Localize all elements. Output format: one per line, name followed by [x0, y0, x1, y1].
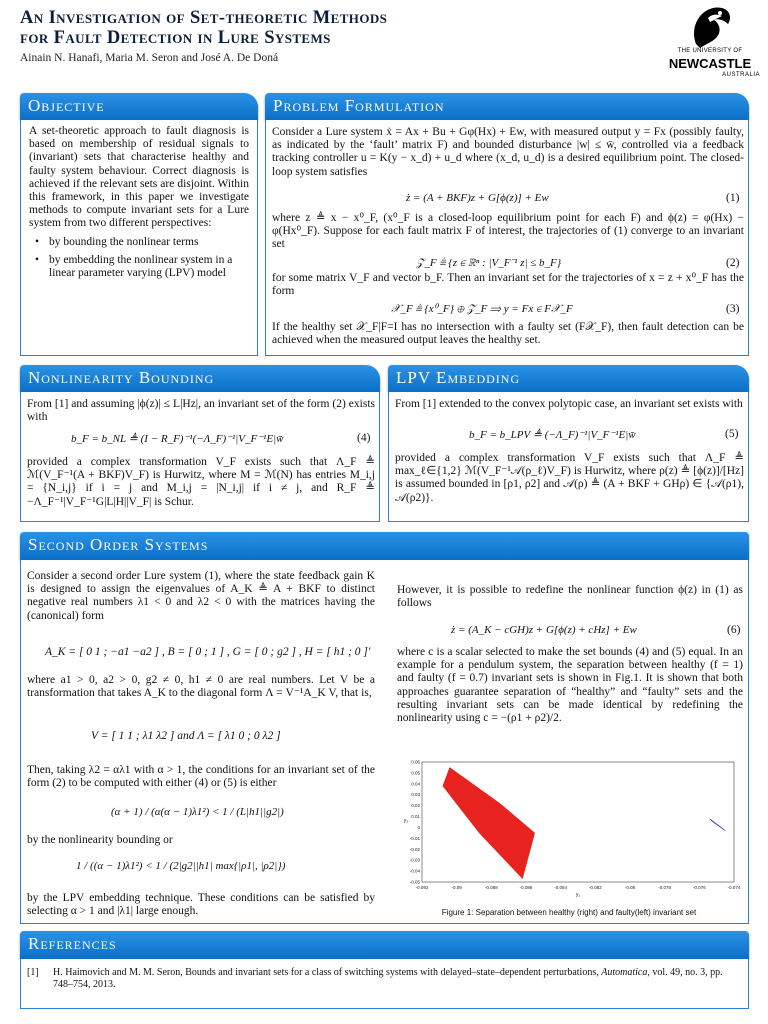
- logo-newcastle: NEWCASTLE: [668, 56, 752, 71]
- x-tick-label: -0.08: [624, 885, 636, 890]
- inequality-lpv: 1 / ((α − 1)λ1²) < 1 / (2|g2||h1| max{|ρ1|, |ρ2|}): [76, 860, 286, 872]
- objective-bullet-2: • by embedding the nonlinear system in a linear parameter varying (LPV) model: [29, 254, 249, 280]
- equation-2: 𝒵_F ≜ {z ∈ ℝⁿ : |V_F⁻¹ z| ≤ b_F}: [416, 257, 562, 269]
- y-axis-label: y₂: [403, 818, 409, 824]
- y-tick-label: 0.01: [411, 814, 420, 820]
- y-tick-label: 0.06: [411, 759, 420, 765]
- seahorse-crest-icon: [686, 4, 734, 48]
- x-tick-label: -0.086: [519, 885, 533, 890]
- canonical-matrices: A_K = [ 0 1 ; −a1 −a2 ] , B = [ 0 ; 1 ] , G = [ 0 ; g2 ] , H = [ h1 ; 0 ]′: [45, 646, 371, 658]
- reference-1-journal: Automatica: [601, 967, 648, 978]
- problem-paragraph-1: Consider a Lure system ẋ = Ax + Bu + Gφ(Hx) + Ew, with measured output y = Fx (possibly faulty, as indicated by the ‘fault’ matrix F) and bounded disturbance |w| ≤ w̄, controlled via a feedback tracking controller u = K(y − x_d) + u_d where (x_d, u_d) is a desired equilibrium point. The closed-loop system satisfies: [272, 126, 744, 178]
- objective-panel: [20, 120, 258, 356]
- reference-1: [53, 967, 743, 991]
- nonlinearity-panel: [20, 392, 380, 522]
- figure-caption-text: Separation between healthy (right) and faulty(left) invariant set: [475, 908, 697, 917]
- y-tick-label: -0.04: [409, 868, 420, 874]
- x-tick-label: -0.076: [692, 885, 706, 890]
- lpv-paragraph-1: From [1] extended to the convex polytopic case, an invariant set exists with: [395, 398, 743, 410]
- second-order-paragraph-4: by the nonlinearity bounding or: [27, 834, 173, 846]
- problem-paragraph-2: where z ≜ x − x⁰_F, (x⁰_F is a closed-loop equilibrium point for each F) and ϕ(z) = φ(Hx) − φ(Hx⁰_F). Suppose for each fault matrix F of interest, the trajectories of (1) converge to an invariant set: [272, 212, 744, 251]
- inequality-nonlinearity: (α + 1) / (α(α − 1)λ1²) < 1 / (L|h1||g2|): [111, 806, 284, 818]
- university-logo: [660, 4, 760, 86]
- logo-australia: AUSTRALIA: [722, 72, 760, 78]
- y-tick-label: 0.05: [411, 770, 420, 776]
- logo-university-of: THE UNIVERSITY OF: [677, 48, 743, 54]
- problem-paragraph-4: If the healthy set 𝒳_F|F=I has no intersection with a faulty set (F𝒳_F), then fault detection can be achieved when the measured output leaves the healthy set.: [272, 321, 744, 347]
- plot-frame: [422, 762, 734, 882]
- problem-paragraph-3: for some matrix V_F and vector b_F. Then an invariant set for the trajectories of x = z + x⁰_F has the form: [272, 272, 744, 298]
- problem-panel: [265, 120, 749, 356]
- poster-title: [20, 8, 640, 48]
- second-order-heading: Second Order Systems: [20, 532, 749, 560]
- references-panel: [20, 959, 749, 1009]
- objective-paragraph: A set-theoretic approach to fault diagnosis is based on membership of residual signals to (invariant) sets that characterise healthy and faulty system behaviour. Correct diagnosis is achieved if the relevant sets are disjoint. Within this framework, in this paper we investigate methods to compute invariant sets for a Lure system from two different perspectives:: [29, 125, 249, 230]
- x-tick-label: -0.074: [727, 885, 740, 890]
- reference-label: [1]: [27, 967, 39, 978]
- equation-4: b_F = b_NL ≜ (I − R_F)⁻¹(−Λ_F)⁻¹|V_F⁻¹E|w̄: [71, 433, 284, 445]
- references-heading: References: [20, 931, 749, 959]
- x-tick-label: -0.092: [415, 885, 429, 890]
- lpv-panel: [388, 392, 749, 522]
- lpv-heading: LPV Embedding: [388, 365, 749, 392]
- equation-2-number: (2): [726, 257, 740, 269]
- second-order-right-paragraph-1: However, it is possible to redefine the nonlinear function ϕ(z) in (1) as follows: [397, 584, 743, 610]
- authors: Ainain N. Hanafi, Maria M. Seron and José A. De Doná: [20, 52, 279, 64]
- transformation-matrices: V = [ 1 1 ; λ1 λ2 ] and Λ = [ λ1 0 ; 0 λ2 ]: [91, 730, 281, 742]
- second-order-right-paragraph-2: where c is a scalar selected to make the set bounds (4) and (5) equal. In an example for a pendulum system, the separation between healthy (f = 1) and faulty (f = 0.7) invariant sets is shown in Fig.1. It is shown that both approaches guarantee separation of “healthy” and “faulty” sets and the resulting invariant sets can be made identical by redefining the nonlinearity using c = −(ρ1 + ρ2)/2.: [397, 646, 743, 725]
- figure-1-chart: [398, 758, 740, 898]
- x-axis-label: y₁: [575, 892, 581, 898]
- second-order-paragraph-2: where a1 > 0, a2 > 0, g2 ≠ 0, h1 ≠ 0 are real numbers. Let V be a transformation that takes A_K to the diagonal form Λ = V⁻¹A_K V, that is,: [27, 674, 375, 700]
- figure-caption-prefix: Figure 1:: [441, 908, 474, 917]
- equation-1: ż = (A + BKF)z + G[ϕ(z)] + Ew: [406, 192, 549, 204]
- nonlinearity-paragraph-2: provided a complex transformation V_F exists such that Λ_F ≜ ℳ(V_F⁻¹(A + BKF)V_F) is Hurwitz, where M = ℳ(N) has entries M_i,j = {N_i,j} if i = j and M_i,j = |N_i,j| if i ≠ j, and R_F ≜ −Λ_F⁻¹|V_F⁻¹G|L|H||V_F| is Schur.: [27, 456, 375, 508]
- objective-bullet-1: • by bounding the nonlinear terms: [29, 236, 249, 249]
- equation-3: 𝒳_F ≜ {x⁰_F} ⊕ 𝒵_F ⟹ y = Fx ∈ F𝒳_F: [391, 303, 573, 315]
- y-tick-label: 0.02: [411, 803, 420, 809]
- y-tick-label: -0.05: [409, 879, 420, 885]
- y-tick-label: 0.04: [411, 781, 420, 787]
- equation-1-number: (1): [726, 192, 740, 204]
- title-line-2: for Fault Detection in Lure Systems: [20, 28, 331, 48]
- y-tick-label: -0.03: [409, 857, 420, 863]
- y-tick-label: -0.02: [409, 846, 420, 852]
- lpv-paragraph-2: provided a complex transformation V_F exists such that Λ_F ≜ max_ℓ∈{1,2} ℳ(V_F⁻¹𝒜(ρ_ℓ)V_F) is Hurwitz, where ρ(z) ≜ [ϕ(z)]/[Hz] is assumed bounded in [ρ1, ρ2] and 𝒜(ρ) ≜ (A + BKF + GHρ) ∈ {𝒜(ρ1), 𝒜(ρ2)}.: [395, 452, 744, 504]
- nonlinearity-heading: Nonlinearity Bounding: [20, 365, 380, 392]
- equation-6-number: (6): [727, 624, 741, 636]
- figure-1-caption: [398, 908, 740, 917]
- x-tick-label: -0.088: [484, 885, 498, 890]
- invariant-set-plot: [398, 758, 740, 898]
- y-tick-label: 0: [417, 824, 420, 830]
- objective-list: [29, 236, 249, 281]
- y-tick-label: -0.01: [409, 835, 420, 841]
- x-tick-label: -0.09: [451, 885, 462, 890]
- reference-1-text: H. Haimovich and M. M. Seron, Bounds and invariant sets for a class of switching systems with delayed–state–dependent perturbations,: [53, 967, 599, 978]
- chart-axes: [422, 762, 734, 882]
- equation-3-number: (3): [726, 303, 740, 315]
- objective-heading: Objective: [20, 93, 258, 120]
- problem-heading: Problem Formulation: [265, 93, 749, 120]
- y-tick-label: 0.03: [411, 792, 420, 798]
- reference-1-tail: , vol. 49, no. 3, pp. 748–754, 2013.: [53, 967, 723, 990]
- x-tick-label: -0.084: [554, 885, 568, 890]
- equation-4-number: (4): [357, 432, 371, 444]
- equation-5: b_F = b_LPV ≜ (−Λ_F)⁻¹|V_F⁻¹E|w̄: [469, 429, 636, 441]
- second-order-paragraph-5: by the LPV embedding technique. These conditions can be satisfied by selecting α > 1 and |λ1| large enough.: [27, 892, 375, 918]
- x-tick-label: -0.078: [658, 885, 672, 890]
- nonlinearity-paragraph-1: From [1] and assuming |ϕ(z)| ≤ L|Hz|, an invariant set of the form (2) exists with: [27, 398, 375, 424]
- second-order-paragraph-1: Consider a second order Lure system (1), where the state feedback gain K is designed to assign the eigenvalues of A_K ≜ A + BKF to distinct negative real numbers λ1 < 0 and λ2 < 0 with the matrices having the (canonical) form: [27, 570, 375, 622]
- x-tick-label: -0.082: [588, 885, 602, 890]
- second-order-paragraph-3: Then, taking λ2 = αλ1 with α > 1, the conditions for an invariant set of the form (2) to be computed with either (4) or (5) is either: [27, 764, 375, 790]
- equation-6: ż = (A_K − cGH)z + G[ϕ(z) + cHz] + Ew: [451, 624, 637, 636]
- equation-5-number: (5): [725, 428, 739, 440]
- title-line-1: An Investigation of Set-theoretic Methods: [20, 8, 388, 28]
